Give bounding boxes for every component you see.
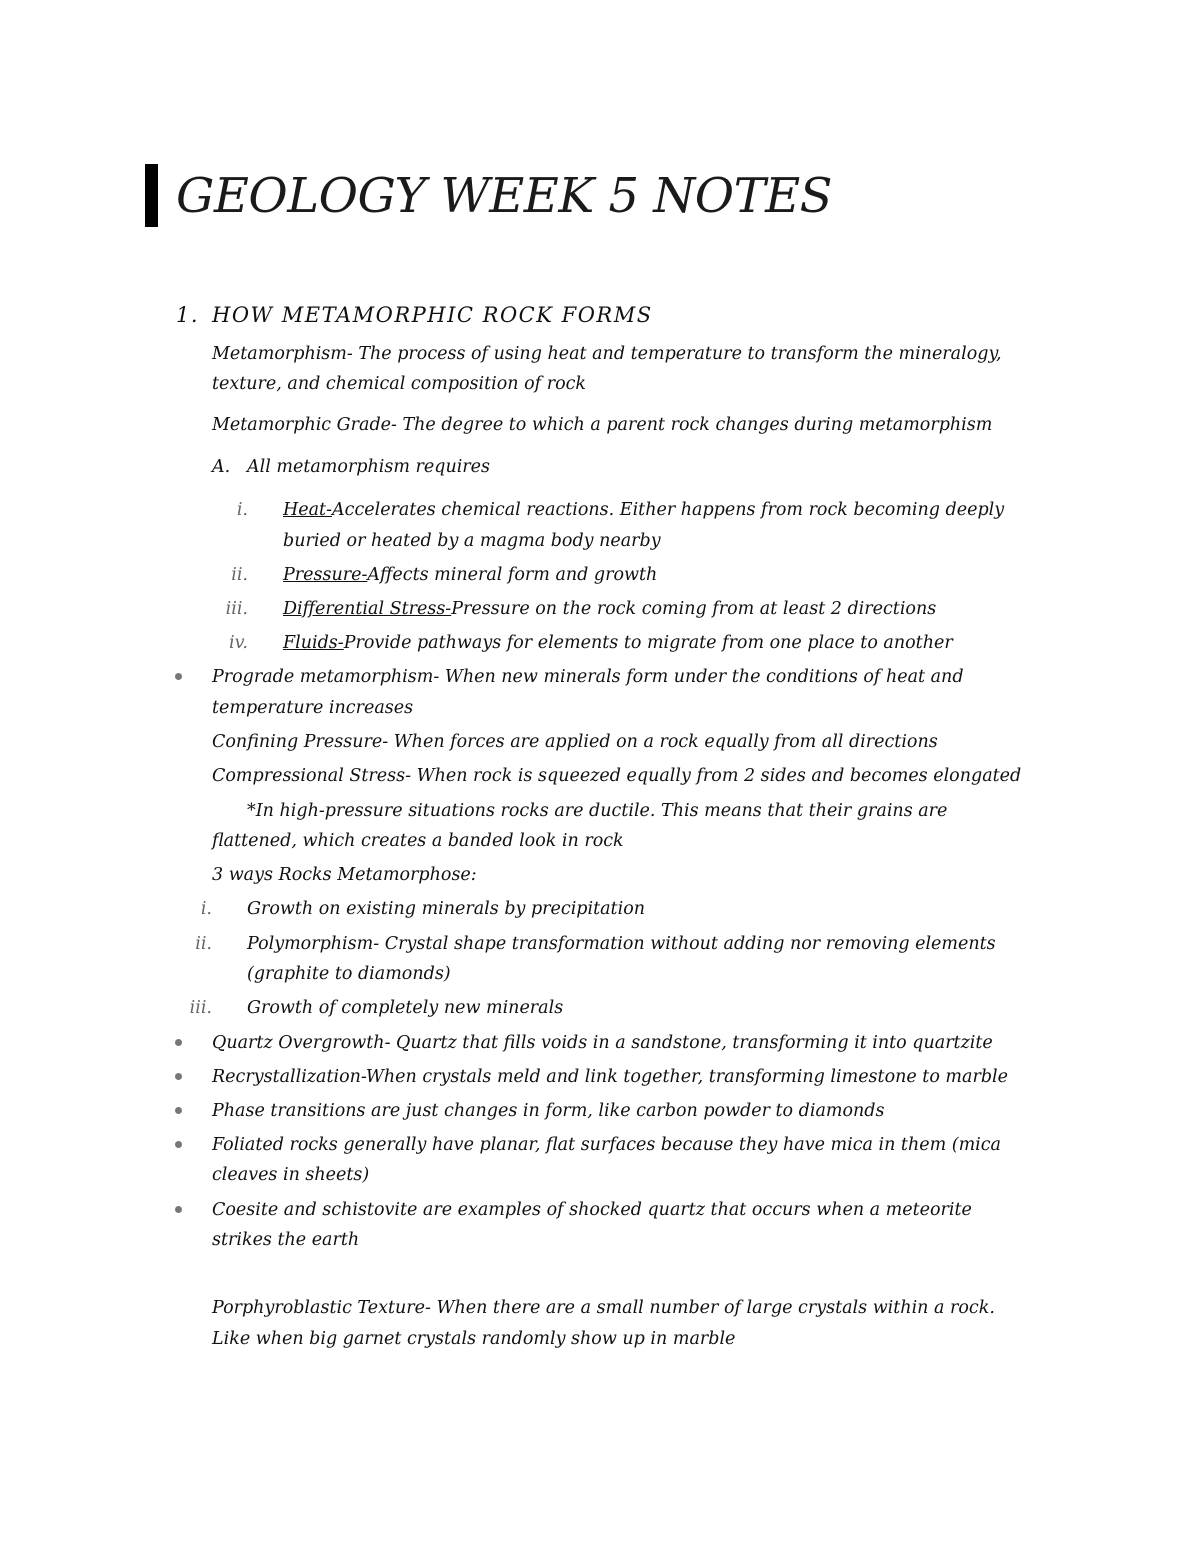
bullet-quartz-overgrowth: Quartz Overgrowth- Quartz that fills voids in a sandstone, transforming it into quartzite: [212, 1033, 993, 1053]
requirement-term: Fluids-: [283, 633, 344, 653]
requirement-term: Pressure-: [283, 565, 368, 585]
ways-item-new-minerals: Growth of completely new minerals: [247, 998, 564, 1018]
requirement-pressure: [283, 560, 657, 591]
compressional-stress-definition: Compressional Stress- When rock is squeezed equally from 2 sides and becomes elongated: [212, 766, 1022, 786]
prograde-line1: Prograde metamorphism- When new minerals form under the conditions of heat and: [212, 667, 964, 687]
requirement-text: Pressure on the rock coming from at least 2 directions: [451, 599, 937, 619]
ductile-note-line2: flattened, which creates a banded look in rock: [212, 831, 624, 851]
ductile-note-line1: *In high-pressure situations rocks are ductile. This means that their grains are: [247, 801, 948, 821]
bullet-dot: [175, 1206, 182, 1213]
bullet-foliated-line2: cleaves in sheets): [212, 1165, 370, 1185]
requirement-marker: i.: [236, 500, 248, 520]
ways-marker: iii.: [189, 998, 212, 1018]
bullet-coesite-line2: strikes the earth: [212, 1230, 360, 1250]
metamorphic-grade-definition: Metamorphic Grade- The degree to which a parent rock changes during metamorphism: [212, 415, 993, 435]
prograde-line2: temperature increases: [212, 698, 414, 718]
porphyroblastic-line2: Like when big garnet crystals randomly show up in marble: [212, 1329, 736, 1349]
bullet-foliated-line1: Foliated rocks generally have planar, flat surfaces because they have mica in them (mica: [212, 1135, 1001, 1155]
bullet-phase-transitions: Phase transitions are just changes in form, like carbon powder to diamonds: [212, 1101, 885, 1121]
ways-item-growth-existing: Growth on existing minerals by precipitation: [247, 899, 645, 919]
requirement-heat-line2: buried or heated by a magma body nearby: [283, 531, 661, 551]
requirement-marker: ii.: [231, 565, 248, 585]
porphyroblastic-line1: Porphyroblastic Texture- When there are a small number of large crystals within a rock.: [212, 1298, 995, 1318]
confining-pressure-definition: Confining Pressure- When forces are applied on a rock equally from all directions: [212, 732, 938, 752]
requirement-differential-stress: [283, 594, 936, 625]
bullet-recrystallization: Recrystallization-When crystals meld and link together, transforming limestone to marble: [212, 1067, 1008, 1087]
ways-item-polymorphism-line2: (graphite to diamonds): [247, 964, 451, 984]
bullet-dot: [175, 1073, 182, 1080]
requirement-term: Differential Stress-: [283, 599, 452, 619]
requirements-marker: A.: [212, 457, 231, 477]
bullet-coesite-line1: Coesite and schistovite are examples of shocked quartz that occurs when a meteorite: [212, 1200, 972, 1220]
requirement-heat: [283, 495, 1004, 526]
bullet-dot: [175, 1141, 182, 1148]
section-heading: HOW METAMORPHIC ROCK FORMS: [212, 303, 653, 327]
bullet-dot: [175, 673, 182, 680]
ways-marker: ii.: [195, 934, 212, 954]
ways-marker: i.: [200, 899, 212, 919]
requirement-marker: iii.: [225, 599, 248, 619]
requirement-fluids: [283, 628, 953, 659]
requirements-heading: All metamorphism requires: [247, 457, 491, 477]
ways-item-polymorphism-line1: Polymorphism- Crystal shape transformation without adding nor removing elements: [247, 934, 996, 954]
requirement-text: Affects mineral form and growth: [367, 565, 658, 585]
ways-heading: 3 ways Rocks Metamorphose:: [212, 865, 477, 885]
section-number: 1.: [176, 303, 200, 327]
requirement-term: Heat-: [283, 500, 332, 520]
title-accent-bar: [145, 164, 158, 227]
requirement-text: Provide pathways for elements to migrate from one place to another: [343, 633, 953, 653]
document-title: GEOLOGY WEEK 5 NOTES: [176, 168, 833, 224]
metamorphism-definition-line2: texture, and chemical composition of rock: [212, 374, 587, 394]
requirement-marker: iv.: [229, 633, 248, 653]
bullet-dot: [175, 1039, 182, 1046]
metamorphism-definition-line1: Metamorphism- The process of using heat and temperature to transform the mineralogy,: [212, 344, 1002, 364]
bullet-dot: [175, 1107, 182, 1114]
requirement-text: Accelerates chemical reactions. Either happens from rock becoming deeply: [332, 500, 1005, 520]
